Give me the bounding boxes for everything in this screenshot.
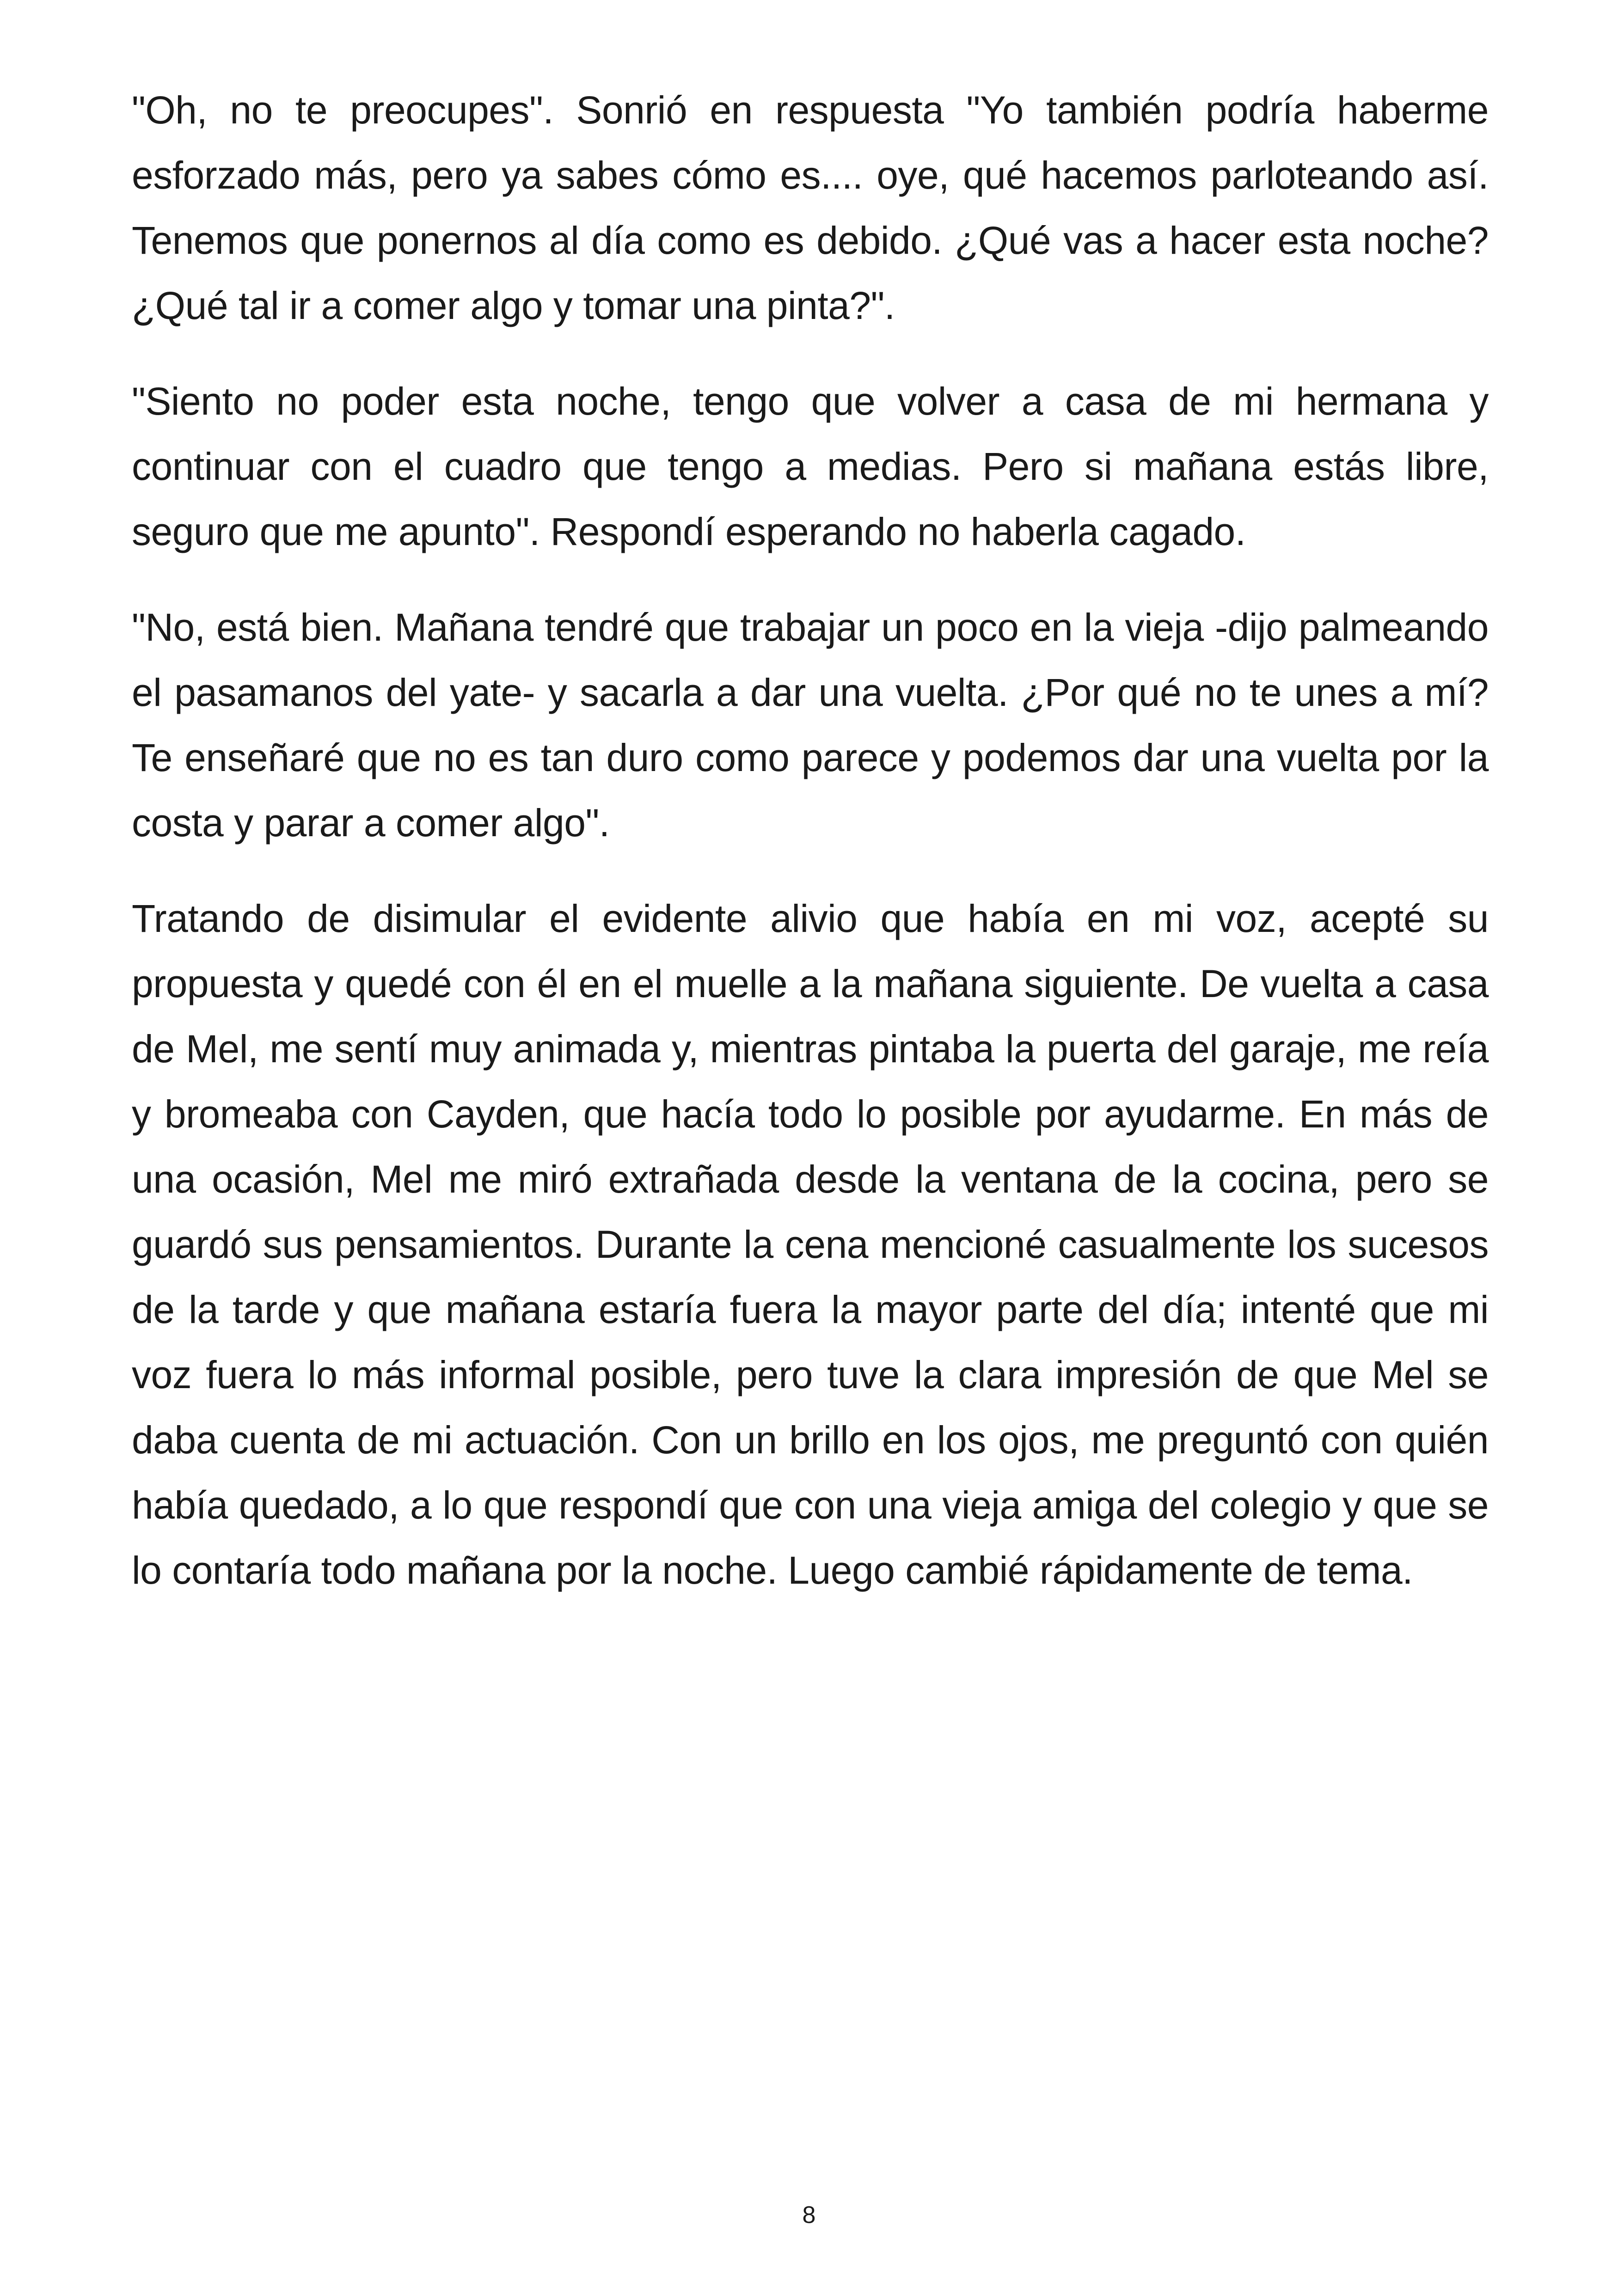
paragraph: "Oh, no te preocupes". Sonrió en respuesta "Yo también podría haberme esforzado más, pero ya sabes cómo es.... oye, qué hacemos parloteando así. Tenemos que ponernos al día como es debido. ¿Qué vas a hacer esta noche? ¿Qué tal ir a comer algo y tomar una pinta?".	[132, 88, 1489, 327]
page-body	[132, 78, 1489, 1634]
paragraph: Tratando de disimular el evidente alivio que había en mi voz, acepté su propuesta y quedé con él en el muelle a la mañana siguiente. De vuelta a casa de Mel, me sentí muy animada y, mientras pintaba la puerta del garaje, me reía y bromeaba con Cayden, que hacía todo lo posible por ayudarme. En más de una ocasión, Mel me miró extrañada desde la ventana de la cocina, pero se guardó sus pensamientos. Durante la cena mencioné casualmente los sucesos de la tarde y que mañana estaría fuera la mayor parte del día; intenté que mi voz fuera lo más informal posible, pero tuve la clara impresión de que Mel se daba cuenta de mi actuación. Con un brillo en los ojos, me preguntó con quién había quedado, a lo que respondí que con una vieja amiga del colegio y que se lo contaría todo mañana por la noche. Luego cambié rápidamente de tema.	[132, 897, 1489, 1592]
page-number: 8	[802, 2202, 816, 2229]
paragraph: "Siento no poder esta noche, tengo que volver a casa de mi hermana y continuar con el cuadro que tengo a medias. Pero si mañana estás libre, seguro que me apunto". Respondí esperando no haberla cagado.	[132, 380, 1489, 553]
paragraph: "No, está bien. Mañana tendré que trabajar un poco en la vieja -dijo palmeando el pasamanos del yate- y sacarla a dar una vuelta. ¿Por qué no te unes a mí? Te enseñaré que no es tan duro como parece y podemos dar una vuelta por la costa y parar a comer algo".	[132, 606, 1489, 845]
